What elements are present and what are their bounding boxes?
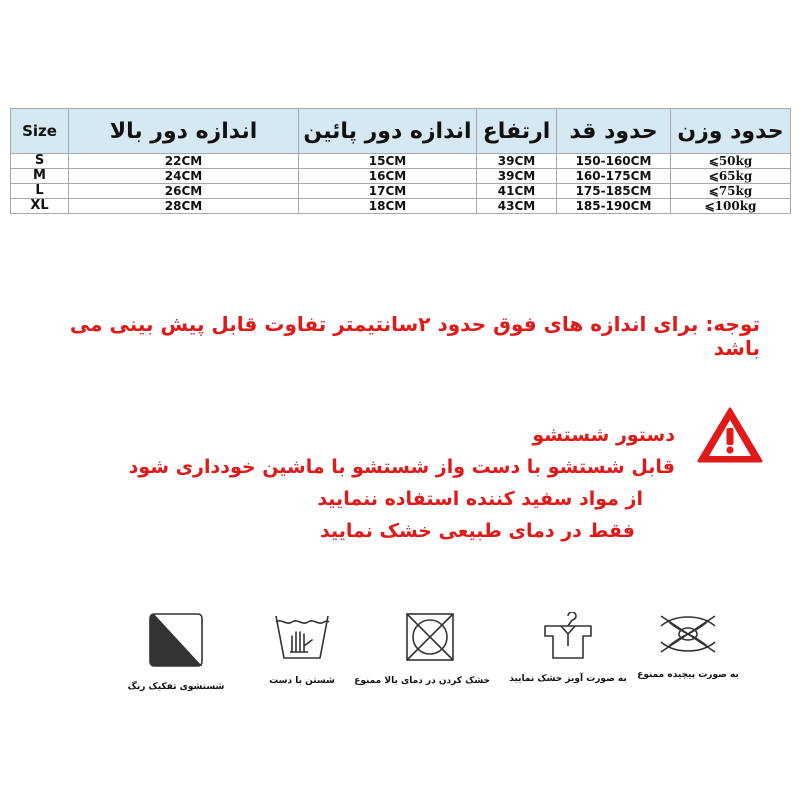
top-cell: 22CM: [69, 154, 299, 169]
care-item-hang-dry: [508, 612, 628, 684]
table-row: [11, 199, 791, 214]
bottom-cell: 16CM: [299, 169, 477, 184]
warning-triangle-icon: [696, 406, 764, 464]
care-item-separate-colors: [116, 612, 236, 692]
care-item-no-twist: [628, 612, 748, 680]
care-label-separate-colors: شستشوی تفکیک رنگ: [127, 682, 225, 692]
weight-cell: ⩽65kg: [671, 169, 791, 184]
header-weight: حدود وزن: [671, 109, 791, 154]
top-cell: 26CM: [69, 184, 299, 199]
header-bottom-circumference: اندازه دور پائین: [299, 109, 477, 154]
size-tolerance-note: توجه: برای اندازه های فوق حدود ۲سانتیمتر تفاوت قابل پیش بینی می باشد: [69, 312, 760, 360]
care-item-no-tumble-dry: [354, 612, 490, 686]
table-row: [11, 154, 791, 169]
header-stature: حدود قد: [557, 109, 671, 154]
size-cell: M: [11, 169, 69, 184]
care-label-no-tumble-dry: خشک کردن در دمای بالا ممنوع: [354, 676, 490, 686]
table-row: [11, 184, 791, 199]
care-label-no-twist: به صورت پیچیده ممنوع: [637, 670, 739, 680]
separate-colors-icon: [148, 612, 204, 668]
top-cell: 24CM: [69, 169, 299, 184]
bottom-cell: 18CM: [299, 199, 477, 214]
stature-cell: 175-185CM: [557, 184, 671, 199]
care-label-hang-dry: به صورت آویز خشک نمایید: [509, 674, 627, 684]
size-cell: XL: [11, 199, 69, 214]
bottom-cell: 17CM: [299, 184, 477, 199]
table-row: [11, 169, 791, 184]
washing-line-natural-dry: فقط در دمای طبیعی خشک نمایید: [320, 520, 635, 542]
table-header-row: [11, 109, 791, 154]
height-cell: 39CM: [477, 154, 557, 169]
size-cell: L: [11, 184, 69, 199]
no-twist-icon: [655, 612, 721, 656]
washing-line-no-bleach: از مواد سفید کننده استفاده ننمایید: [317, 488, 643, 510]
washing-title: دستور شستشو: [532, 424, 675, 446]
stature-cell: 160-175CM: [557, 169, 671, 184]
weight-cell: ⩽50kg: [671, 154, 791, 169]
height-cell: 41CM: [477, 184, 557, 199]
stature-cell: 185-190CM: [557, 199, 671, 214]
header-size: Size: [11, 109, 69, 154]
size-chart-table: [10, 108, 791, 214]
size-cell: S: [11, 154, 69, 169]
care-item-hand-wash: [242, 612, 362, 686]
header-top-circumference: اندازه دور بالا: [69, 109, 299, 154]
no-tumble-dry-icon: [405, 612, 455, 662]
hand-wash-icon: [272, 612, 332, 662]
header-height: ارتفاع: [477, 109, 557, 154]
bottom-cell: 15CM: [299, 154, 477, 169]
stature-cell: 150-160CM: [557, 154, 671, 169]
weight-cell: ⩽100kg: [671, 199, 791, 214]
top-cell: 28CM: [69, 199, 299, 214]
weight-cell: ⩽75kg: [671, 184, 791, 199]
washing-line-hand-wash: قابل شستشو با دست واز شستشو با ماشین خودداری شود: [128, 456, 675, 478]
care-label-hand-wash: شستن با دست: [269, 676, 335, 686]
hang-dry-icon: [541, 612, 595, 660]
washing-instructions: [115, 423, 675, 551]
height-cell: 39CM: [477, 169, 557, 184]
height-cell: 43CM: [477, 199, 557, 214]
